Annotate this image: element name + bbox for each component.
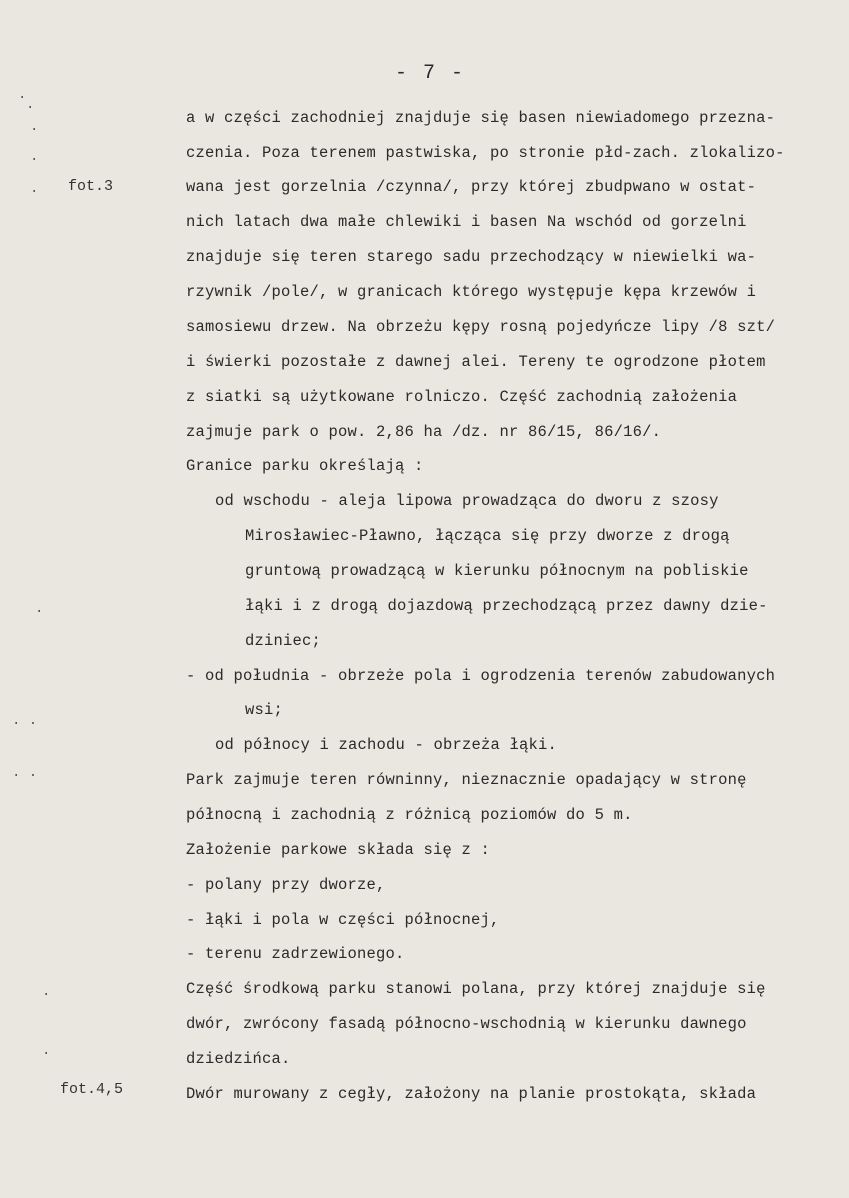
binder-mark: . <box>26 97 35 113</box>
text-line: gruntową prowadzącą w kierunku północnym na pobliskie <box>245 562 749 580</box>
text-line: dziniec; <box>245 632 322 650</box>
text-line: łąki i z drogą dojazdową przechodzącą przez dawny dzie- <box>245 597 768 615</box>
margin-note-photo-3: fot.3 <box>68 178 114 195</box>
text-line: od wschodu - aleja lipowa prowadząca do dworu z szosy <box>215 492 719 510</box>
text-line: wana jest gorzelnia /czynna/, przy której zbudpwano w ostat- <box>186 178 757 196</box>
text-line: znajduje się teren starego sadu przechodzący w niewielki wa- <box>186 248 757 266</box>
binder-mark: . . <box>12 765 38 781</box>
text-line: - łąki i pola w części północnej, <box>186 911 500 929</box>
binder-mark: . . <box>12 713 38 729</box>
text-line: dziedzińca. <box>186 1050 291 1068</box>
text-line: Założenie parkowe składa się z : <box>186 841 491 859</box>
text-line: Park zajmuje teren równinny, nieznacznie opadający w stronę <box>186 771 747 789</box>
text-line: - polany przy dworze, <box>186 876 386 894</box>
binder-mark: . <box>30 119 39 135</box>
text-line: rzywnik /pole/, w granicach którego występuje kępa krzewów i <box>186 283 757 301</box>
text-line: samosiewu drzew. Na obrzeżu kępy rosną pojedyńcze lipy /8 szt/ <box>186 318 776 336</box>
text-line: północną i zachodnią z różnicą poziomów do 5 m. <box>186 806 633 824</box>
text-line: dwór, zwrócony fasadą północno-wschodnią w kierunku dawnego <box>186 1015 747 1033</box>
text-line: a w części zachodniej znajduje się basen niewiadomego przezna- <box>186 109 776 127</box>
binder-mark: . <box>30 181 39 197</box>
binder-mark: . <box>42 984 51 1000</box>
text-line: Mirosławiec-Pławno, łącząca się przy dworze z drogą <box>245 527 730 545</box>
text-line: - terenu zadrzewionego. <box>186 945 405 963</box>
page-number: - 7 - <box>395 62 466 85</box>
text-line: zajmuje park o pow. 2,86 ha /dz. nr 86/15, 86/16/. <box>186 423 662 441</box>
text-line: wsi; <box>245 701 284 719</box>
text-line: Granice parku określają : <box>186 457 424 475</box>
binder-mark: . <box>42 1043 51 1059</box>
margin-note-photo-4-5: fot.4,5 <box>60 1081 124 1098</box>
binder-mark: . <box>30 149 39 165</box>
binder-mark: . <box>18 87 27 103</box>
binder-mark: . <box>35 601 44 617</box>
text-line: z siatki są użytkowane rolniczo. Część zachodnią założenia <box>186 388 738 406</box>
text-line: i świerki pozostałe z dawnej alei. Tereny te ogrodzone płotem <box>186 353 766 371</box>
text-line: Część środkową parku stanowi polana, przy której znajduje się <box>186 980 766 998</box>
text-line: od północy i zachodu - obrzeża łąki. <box>215 736 558 754</box>
text-line: nich latach dwa małe chlewiki i basen Na wschód od gorzelni <box>186 213 747 231</box>
text-line: czenia. Poza terenem pastwiska, po stronie płd-zach. zlokalizo- <box>186 144 785 162</box>
text-line: Dwór murowany z cegły, założony na planie prostokąta, składa <box>186 1085 757 1103</box>
text-line: - od południa - obrzeże pola i ogrodzenia terenów zabudowanych <box>186 667 776 685</box>
